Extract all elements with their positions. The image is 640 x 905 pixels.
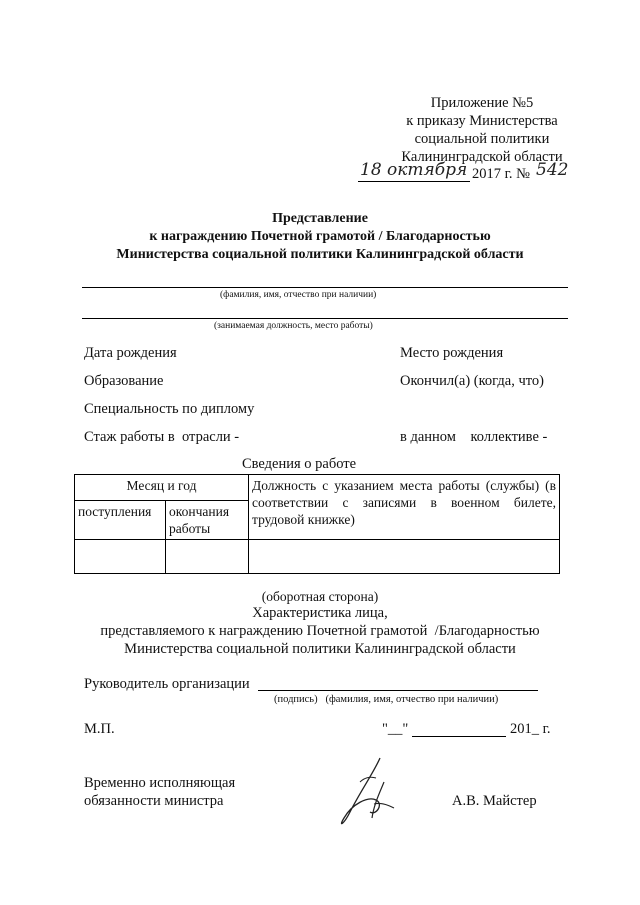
position-line [82, 318, 568, 319]
work-table-title: Сведения о работе [242, 456, 357, 472]
col-month-year: Месяц и год [75, 475, 249, 501]
annex-line2: к приказу Министерства [406, 113, 558, 129]
table-cell-entry [75, 540, 166, 574]
handwritten-signature [330, 752, 410, 832]
annex-date-underline [358, 181, 470, 182]
acting-line1: Временно исполняющая [84, 775, 236, 791]
reverse-side-label: (оборотная сторона) [261, 589, 379, 604]
date-year: 201_ г. [510, 721, 551, 737]
title-line1: Представление [272, 211, 368, 226]
date-quote: "__" [382, 721, 409, 737]
char-line3: Министерства социальной политики Калининградской области [124, 641, 516, 657]
annex-line4: Калининградской области [401, 149, 563, 165]
experience-industry-label: Стаж работы в отрасли - [84, 429, 240, 445]
fio-caption: (фамилия, имя, отчество при наличии) [220, 290, 377, 300]
date-month-line [412, 736, 506, 737]
col-position: Должность с указанием места работы (службы) (в соответствии с записями в военном билете, трудовой книжке) [249, 475, 560, 540]
birth-date-label: Дата рождения [84, 345, 177, 361]
col-entry: поступления [75, 501, 166, 540]
work-table [74, 474, 560, 574]
char-title: Характеристика лица, [252, 605, 388, 621]
table-cell-position [249, 540, 560, 574]
birth-place-label: Место рождения [400, 345, 504, 361]
char-line2: представляемого к награждению Почетной грамотой /Благодарностью [100, 623, 540, 639]
annex-date-handwritten: 18 октября [360, 160, 468, 180]
fio-line [82, 287, 568, 288]
annex-line3: социальной политики [414, 131, 550, 147]
acting-line2: обязанности министра [84, 793, 224, 809]
annex-line1: Приложение №5 [430, 95, 534, 111]
col-exit: окончания работы [166, 501, 249, 540]
head-label: Руководитель организации [84, 676, 250, 692]
title-line3: Министерства социальной политики Калининградской области [116, 247, 524, 262]
annex-block [372, 94, 592, 166]
position-caption: (занимаемая должность, место работы) [214, 321, 373, 331]
title-line2: к награждению Почетной грамотой / Благодарностью [149, 229, 491, 244]
experience-team-label: в данном коллективе - [400, 429, 548, 445]
graduated-label: Окончил(а) (когда, что) [400, 373, 544, 389]
head-signature-line [258, 690, 538, 691]
annex-number-handwritten: 542 [536, 160, 569, 180]
specialty-label: Специальность по диплому [84, 401, 255, 417]
stamp-label: М.П. [84, 721, 115, 737]
annex-year-text: 2017 г. № [472, 166, 531, 182]
education-label: Образование [84, 373, 164, 389]
table-cell-exit [166, 540, 249, 574]
head-caption: (подпись) (фамилия, имя, отчество при наличии) [274, 694, 499, 705]
minister-name: А.В. Майстер [452, 793, 537, 809]
